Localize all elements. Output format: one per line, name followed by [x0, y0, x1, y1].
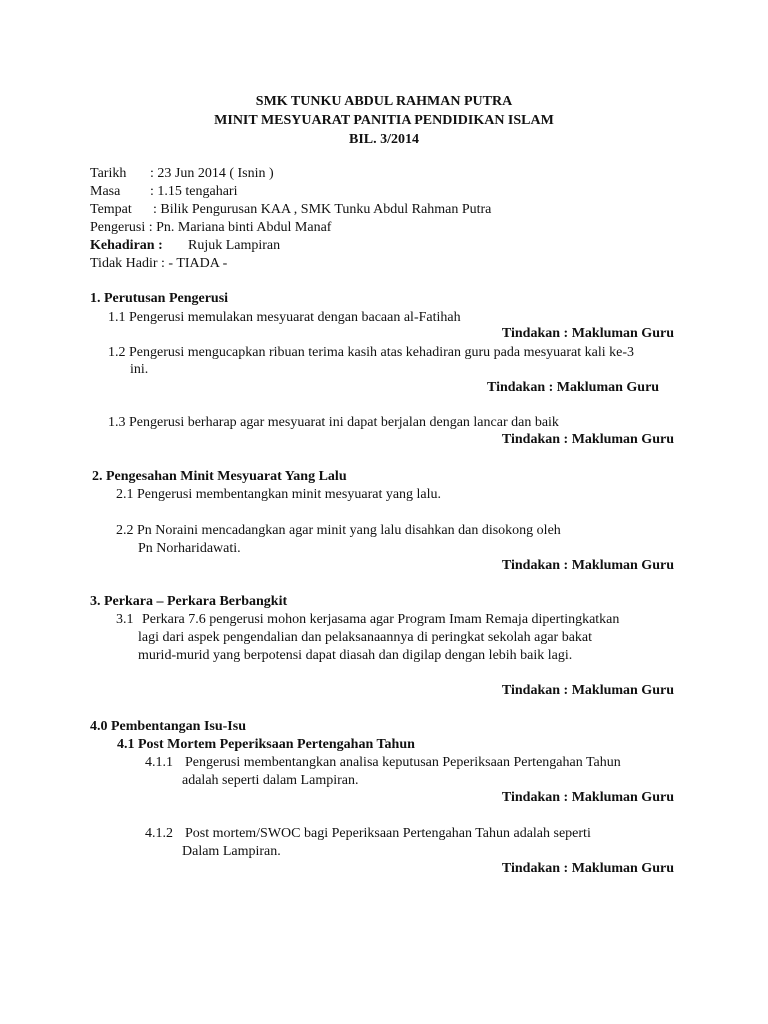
- tempat-value: : Bilik Pengurusan KAA , SMK Tunku Abdul Rahman Putra: [153, 202, 492, 217]
- tidak-hadir-line: Tidak Hadir : - TIADA -: [90, 256, 228, 271]
- meeting-number: BIL. 3/2014: [348, 132, 419, 147]
- section3-item1-line2: lagi dari aspek pengendalian dan pelaksanaannya di peringkat sekolah agar bakat: [138, 630, 593, 645]
- tarikh-value: : 23 Jun 2014 ( Isnin ): [150, 166, 274, 181]
- section4-heading: 4.0 Pembentangan Isu-Isu: [90, 719, 246, 734]
- section4-item1-action: Tindakan : Makluman Guru: [501, 790, 674, 805]
- section1-item3: 1.3 Pengerusi berharap agar mesyuarat ini dapat berjalan dengan lancar dan baik: [108, 415, 559, 430]
- section4-item2-line1: Post mortem/SWOC bagi Peperiksaan Pertengahan Tahun adalah seperti: [185, 826, 591, 841]
- section1-heading: 1. Perutusan Pengerusi: [90, 291, 229, 306]
- section1-item1: 1.1 Pengerusi memulakan mesyuarat dengan bacaan al-Fatihah: [108, 310, 461, 325]
- section3-item1-number: 3.1: [116, 612, 134, 627]
- document-title: MINIT MESYUARAT PANITIA PENDIDIKAN ISLAM: [214, 113, 554, 128]
- masa-label: Masa: [90, 184, 121, 199]
- section1-item2-action: Tindakan : Makluman Guru: [487, 380, 660, 395]
- section2-item2-line1: 2.2 Pn Noraini mencadangkan agar minit yang lalu disahkan dan disokong oleh: [116, 523, 561, 538]
- section4-subheading: 4.1 Post Mortem Peperiksaan Pertengahan Tahun: [117, 737, 415, 752]
- section4-item1-number: 4.1.1: [145, 755, 173, 770]
- section1-item2-line1: 1.2 Pengerusi mengucapkan ribuan terima kasih atas kehadiran guru pada mesyuarat kali ke-3: [108, 345, 634, 360]
- section1-item3-action: Tindakan : Makluman Guru: [501, 432, 674, 447]
- masa-value: : 1.15 tengahari: [150, 184, 238, 199]
- section4-item1-line2: adalah seperti dalam Lampiran.: [182, 773, 359, 788]
- kehadiran-value: Rujuk Lampiran: [188, 238, 281, 253]
- kehadiran-label: Kehadiran :: [90, 238, 163, 253]
- section4-item2-action: Tindakan : Makluman Guru: [501, 861, 674, 876]
- section2-item2-line2: Pn Norharidawati.: [138, 541, 241, 556]
- section2-heading: 2. Pengesahan Minit Mesyuarat Yang Lalu: [92, 469, 347, 484]
- section4-item2-line2: Dalam Lampiran.: [182, 844, 281, 859]
- section2-item1: 2.1 Pengerusi membentangkan minit mesyuarat yang lalu.: [116, 487, 442, 502]
- section2-item2-action: Tindakan : Makluman Guru: [501, 558, 674, 573]
- tempat-label: Tempat: [90, 202, 132, 217]
- section3-item1-action: Tindakan : Makluman Guru: [501, 683, 674, 698]
- section3-item1-line3: murid-murid yang berpotensi dapat diasah dan digilap dengan lebih baik lagi.: [138, 648, 573, 663]
- section1-item1-action: Tindakan : Makluman Guru: [501, 326, 674, 341]
- section4-item2-number: 4.1.2: [145, 826, 173, 841]
- section1-item2-line2: ini.: [130, 362, 149, 377]
- pengerusi-line: Pengerusi : Pn. Mariana binti Abdul Manaf: [90, 220, 332, 235]
- section3-item1-line1: Perkara 7.6 pengerusi mohon kerjasama agar Program Imam Remaja dipertingkatkan: [142, 612, 620, 627]
- school-name: SMK TUNKU ABDUL RAHMAN PUTRA: [255, 94, 513, 109]
- tarikh-label: Tarikh: [90, 166, 127, 181]
- section4-item1-line1: Pengerusi membentangkan analisa keputusan Peperiksaan Pertengahan Tahun: [185, 755, 621, 770]
- section3-heading: 3. Perkara – Perkara Berbangkit: [90, 594, 288, 609]
